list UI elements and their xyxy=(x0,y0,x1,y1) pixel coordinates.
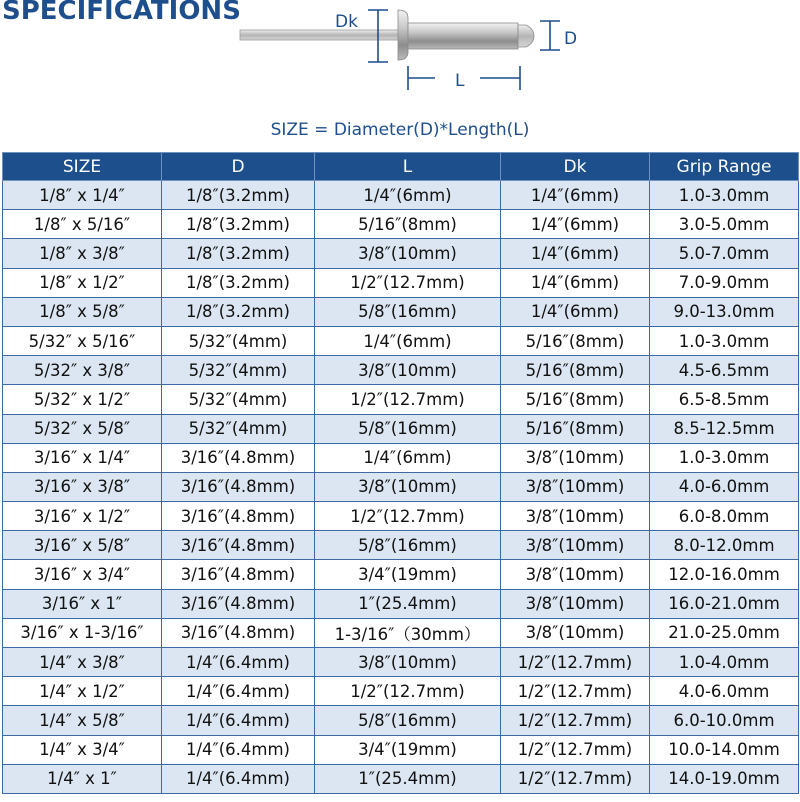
cell-dk: 5/16″(8mm) xyxy=(501,385,650,414)
page-title: SPECIFICATIONS xyxy=(2,0,241,26)
cell-size: 1/8″ x 5/16″ xyxy=(3,210,162,239)
cell-grip-range: 5.0-7.0mm xyxy=(650,239,799,268)
cell-l: 3/4″(19mm) xyxy=(315,735,501,764)
cell-d: 5/32″(4mm) xyxy=(162,356,315,385)
cell-grip-range: 16.0-21.0mm xyxy=(650,589,799,618)
cell-grip-range: 10.0-14.0mm xyxy=(650,735,799,764)
cell-d: 5/32″(4mm) xyxy=(162,385,315,414)
table-row xyxy=(3,385,799,414)
cell-size: 3/16″ x 1″ xyxy=(3,589,162,618)
cell-dk: 5/16″(8mm) xyxy=(501,356,650,385)
table-row xyxy=(3,735,799,764)
cell-l: 3/8″(10mm) xyxy=(315,356,501,385)
cell-d: 3/16″(4.8mm) xyxy=(162,618,315,647)
cell-dk: 3/8″(10mm) xyxy=(501,443,650,472)
table-row xyxy=(3,326,799,355)
cell-grip-range: 8.5-12.5mm xyxy=(650,414,799,443)
cell-l: 3/4″(19mm) xyxy=(315,560,501,589)
cell-size: 1/8″ x 1/4″ xyxy=(3,181,162,210)
cell-grip-range: 21.0-25.0mm xyxy=(650,618,799,647)
cell-l: 1/4″(6mm) xyxy=(315,443,501,472)
cell-d: 1/4″(6.4mm) xyxy=(162,677,315,706)
cell-d: 5/32″(4mm) xyxy=(162,326,315,355)
column-header-d: D xyxy=(162,153,315,181)
cell-grip-range: 3.0-5.0mm xyxy=(650,210,799,239)
cell-size: 1/8″ x 5/8″ xyxy=(3,297,162,326)
cell-grip-range: 6.0-8.0mm xyxy=(650,502,799,531)
cell-d: 1/4″(6.4mm) xyxy=(162,706,315,735)
table-row xyxy=(3,297,799,326)
cell-l: 5/8″(16mm) xyxy=(315,706,501,735)
cell-l: 5/8″(16mm) xyxy=(315,531,501,560)
cell-size: 1/4″ x 1/2″ xyxy=(3,677,162,706)
cell-size: 3/16″ x 1/4″ xyxy=(3,443,162,472)
cell-dk: 1/4″(6mm) xyxy=(501,181,650,210)
cell-size: 1/8″ x 3/8″ xyxy=(3,239,162,268)
cell-l: 5/8″(16mm) xyxy=(315,414,501,443)
cell-grip-range: 9.0-13.0mm xyxy=(650,297,799,326)
cell-dk: 3/8″(10mm) xyxy=(501,618,650,647)
cell-size: 5/32″ x 5/16″ xyxy=(3,326,162,355)
column-header-grip-range: Grip Range xyxy=(650,153,799,181)
cell-grip-range: 8.0-12.0mm xyxy=(650,531,799,560)
cell-l: 3/8″(10mm) xyxy=(315,472,501,501)
cell-d: 1/4″(6.4mm) xyxy=(162,764,315,793)
cell-size: 1/8″ x 1/2″ xyxy=(3,268,162,297)
cell-grip-range: 1.0-4.0mm xyxy=(650,648,799,677)
table-row xyxy=(3,414,799,443)
cell-dk: 1/2″(12.7mm) xyxy=(501,735,650,764)
cell-size: 1/4″ x 3/4″ xyxy=(3,735,162,764)
cell-d: 1/8″(3.2mm) xyxy=(162,181,315,210)
cell-dk: 3/8″(10mm) xyxy=(501,502,650,531)
table-row xyxy=(3,502,799,531)
label-d: D xyxy=(564,29,578,49)
cell-grip-range: 12.0-16.0mm xyxy=(650,560,799,589)
cell-d: 3/16″(4.8mm) xyxy=(162,443,315,472)
table-row xyxy=(3,764,799,793)
cell-l: 1″(25.4mm) xyxy=(315,764,501,793)
cell-size: 3/16″ x 3/8″ xyxy=(3,472,162,501)
table-row xyxy=(3,560,799,589)
cell-dk: 1/2″(12.7mm) xyxy=(501,706,650,735)
cell-dk: 1/4″(6mm) xyxy=(501,210,650,239)
cell-d: 1/4″(6.4mm) xyxy=(162,648,315,677)
column-header-size: SIZE xyxy=(3,153,162,181)
table-row xyxy=(3,210,799,239)
cell-d: 3/16″(4.8mm) xyxy=(162,560,315,589)
cell-d: 3/16″(4.8mm) xyxy=(162,589,315,618)
table-header-row xyxy=(3,153,799,181)
cell-size: 1/4″ x 1″ xyxy=(3,764,162,793)
cell-grip-range: 7.0-9.0mm xyxy=(650,268,799,297)
cell-d: 1/8″(3.2mm) xyxy=(162,297,315,326)
cell-size: 5/32″ x 3/8″ xyxy=(3,356,162,385)
cell-grip-range: 14.0-19.0mm xyxy=(650,764,799,793)
cell-dk: 1/4″(6mm) xyxy=(501,239,650,268)
cell-l: 5/16″(8mm) xyxy=(315,210,501,239)
table-row xyxy=(3,648,799,677)
cell-grip-range: 4.0-6.0mm xyxy=(650,472,799,501)
cell-dk: 1/4″(6mm) xyxy=(501,268,650,297)
cell-size: 3/16″ x 3/4″ xyxy=(3,560,162,589)
table-row xyxy=(3,589,799,618)
table-row xyxy=(3,356,799,385)
column-header-l: L xyxy=(315,153,501,181)
cell-l: 5/8″(16mm) xyxy=(315,297,501,326)
cell-grip-range: 1.0-3.0mm xyxy=(650,443,799,472)
rivet-head xyxy=(398,10,408,60)
table-row xyxy=(3,268,799,297)
table-row xyxy=(3,181,799,210)
cell-size: 1/4″ x 5/8″ xyxy=(3,706,162,735)
table-row xyxy=(3,443,799,472)
cell-d: 3/16″(4.8mm) xyxy=(162,502,315,531)
table-row xyxy=(3,531,799,560)
cell-l: 1/4″(6mm) xyxy=(315,326,501,355)
rivet-tip xyxy=(518,25,534,47)
cell-grip-range: 4.0-6.0mm xyxy=(650,677,799,706)
spec-table xyxy=(2,152,799,794)
cell-d: 3/16″(4.8mm) xyxy=(162,531,315,560)
rivet-diagram xyxy=(230,0,590,100)
cell-d: 3/16″(4.8mm) xyxy=(162,472,315,501)
cell-dk: 3/8″(10mm) xyxy=(501,560,650,589)
cell-dk: 3/8″(10mm) xyxy=(501,531,650,560)
cell-l: 1/4″(6mm) xyxy=(315,181,501,210)
cell-dk: 3/8″(10mm) xyxy=(501,589,650,618)
table-row xyxy=(3,472,799,501)
cell-l: 3/8″(10mm) xyxy=(315,648,501,677)
rivet-body xyxy=(408,23,518,49)
cell-l: 1/2″(12.7mm) xyxy=(315,385,501,414)
cell-l: 3/8″(10mm) xyxy=(315,239,501,268)
rivet-mandrel xyxy=(240,30,405,40)
cell-size: 3/16″ x 5/8″ xyxy=(3,531,162,560)
cell-size: 1/4″ x 3/8″ xyxy=(3,648,162,677)
d-dimension xyxy=(540,21,560,50)
table-row xyxy=(3,239,799,268)
cell-dk: 1/2″(12.7mm) xyxy=(501,648,650,677)
cell-d: 1/8″(3.2mm) xyxy=(162,268,315,297)
cell-size: 3/16″ x 1/2″ xyxy=(3,502,162,531)
table-row xyxy=(3,618,799,647)
cell-grip-range: 1.0-3.0mm xyxy=(650,181,799,210)
cell-l: 1/2″(12.7mm) xyxy=(315,502,501,531)
cell-d: 1/8″(3.2mm) xyxy=(162,210,315,239)
cell-grip-range: 1.0-3.0mm xyxy=(650,326,799,355)
cell-size: 5/32″ x 1/2″ xyxy=(3,385,162,414)
cell-dk: 1/2″(12.7mm) xyxy=(501,677,650,706)
size-formula: SIZE = Diameter(D)*Length(L) xyxy=(270,120,530,140)
column-header-dk: Dk xyxy=(501,153,650,181)
cell-d: 5/32″(4mm) xyxy=(162,414,315,443)
cell-size: 5/32″ x 5/8″ xyxy=(3,414,162,443)
label-dk: Dk xyxy=(335,12,358,32)
table-row xyxy=(3,677,799,706)
cell-dk: 1/4″(6mm) xyxy=(501,297,650,326)
cell-dk: 5/16″(8mm) xyxy=(501,326,650,355)
cell-grip-range: 6.0-10.0mm xyxy=(650,706,799,735)
cell-grip-range: 4.5-6.5mm xyxy=(650,356,799,385)
cell-dk: 1/2″(12.7mm) xyxy=(501,764,650,793)
label-l: L xyxy=(455,71,465,91)
cell-size: 3/16″ x 1-3/16″ xyxy=(3,618,162,647)
cell-l: 1/2″(12.7mm) xyxy=(315,677,501,706)
table-row xyxy=(3,706,799,735)
cell-l: 1″(25.4mm) xyxy=(315,589,501,618)
cell-grip-range: 6.5-8.5mm xyxy=(650,385,799,414)
cell-d: 1/4″(6.4mm) xyxy=(162,735,315,764)
table-body xyxy=(3,181,799,794)
cell-dk: 5/16″(8mm) xyxy=(501,414,650,443)
cell-l: 1/2″(12.7mm) xyxy=(315,268,501,297)
cell-dk: 3/8″(10mm) xyxy=(501,472,650,501)
cell-l: 1-3/16″（30mm） xyxy=(315,618,501,647)
cell-d: 1/8″(3.2mm) xyxy=(162,239,315,268)
